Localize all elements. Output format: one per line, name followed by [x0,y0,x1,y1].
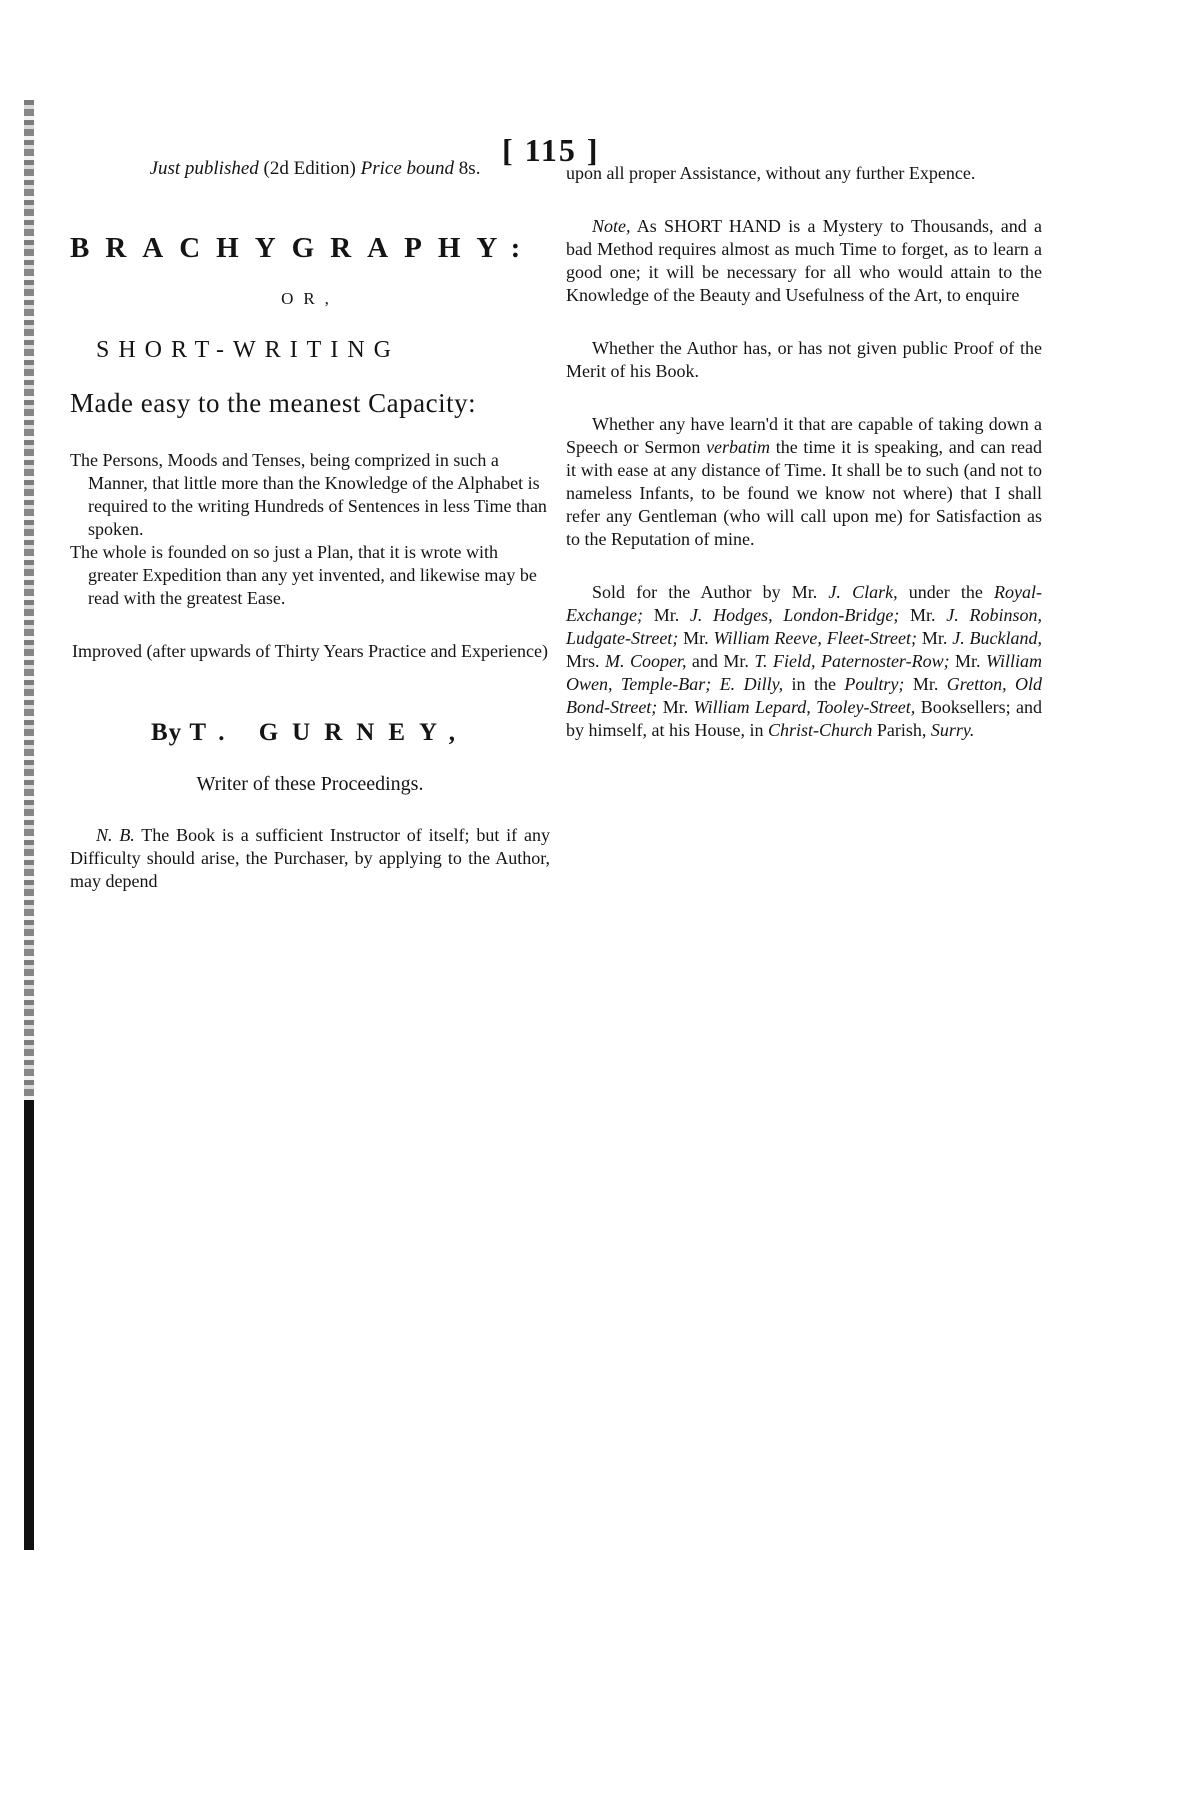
sellers-intro: Sold for the Author by Mr. [592,582,818,602]
notice-price: 8s. [458,158,481,179]
notice-edition: (2d Edition) [263,158,356,179]
page-number: [ 115 ] [502,132,600,168]
description-paragraph: The Persons, Moods and Tenses, being comprized in such a Manner, that little more than the Knowledge of the Alphabet is required to the writing Hundreds of Sentences in less Time than spoken. [70,450,547,539]
binding-edge [14,100,42,1550]
question-paragraph [566,413,1042,551]
seller-name: J. Hodges, London-Bridge; [689,605,900,625]
book-description [70,449,550,610]
sellers-text: Booksellers; and by himself, at his House, in [566,697,1043,740]
seller-name: J. Buckland, [952,628,1043,648]
title-or: OR, [281,289,339,308]
publication-notice [70,158,550,180]
seller-place: Royal-Exchange; [566,582,1043,625]
nb-label: N. B. [96,825,135,845]
question-text: Whether any have learn'd it that are capable of taking down a Speech or Sermon [566,414,1042,457]
note-label: Note, [592,216,631,236]
seller-name: J. Robinson, Ludgate-Street; [566,605,1042,648]
sellers-text: and Mr. [691,651,749,671]
seller-name: William Reeve, Fleet-Street; [713,628,917,648]
question-verbatim: verbatim [706,437,771,457]
author-name: T. GURNEY, [189,719,470,746]
sellers-text: Parish, [876,720,927,740]
notice-price-label: Price bound [360,158,455,179]
book-tagline: Made easy to the meanest Capacity: [70,388,477,418]
seller-place: Poultry; [844,674,905,694]
seller-name: T. Field, Paternoster-Row; [754,651,950,671]
sellers-text: in the [791,674,836,694]
sellers-paragraph [566,581,1042,742]
sellers-text: Mr. [683,628,709,648]
sellers-text: Mr. [662,697,689,717]
sellers-text: under the [908,582,983,602]
seller-name: William Lepard, Tooley-Street, [693,697,916,717]
note-paragraph [566,215,1042,307]
sellers-text: Mr. [912,674,939,694]
description-paragraph: The whole is founded on so just a Plan, that it is wrote with greater Expedition than any yet invented, and likewise may be read with the greatest Ease. [70,542,537,608]
nota-bene [70,824,550,893]
sellers-text: Mr. [921,628,948,648]
author-by: By [150,719,183,746]
seller-place: Christ-Church [767,720,873,740]
author-line [70,719,550,747]
seller-name: J. Clark, [828,582,898,602]
notice-just-published: Just published [149,158,259,179]
author-role: Writer of these Proceedings. [196,773,424,795]
binding-shadow [24,1100,34,1550]
note-text: As SHORT HAND is a Mystery to Thousands, and a bad Method requires almost as much Time to forget, as to learn a good one; it will be necessary for all who would attain to the Knowledge of the Beauty and Usefulness of the Art, to enquire [566,216,1042,305]
continued-text: upon all proper Assistance, without any further Expence. [566,163,976,183]
seller-place: Surry. [930,720,975,740]
book-subtitle: SHORT-WRITING [96,337,400,363]
sellers-text: Mr. [910,605,936,625]
question-paragraph: Whether the Author has, or has not given public Proof of the Merit of his Book. [566,338,1042,381]
sellers-text: Mr. [653,605,680,625]
seller-name: E. Dilly, [719,674,784,694]
right-column [566,162,1042,742]
seller-name: M. Cooper, [604,651,687,671]
seller-name: Gretton, Old Bond-Street; [566,674,1043,717]
nb-text: The Book is a sufficient Instructor of itself; but if any Difficulty should arise, the Purchaser, by applying to the Author, may depend [70,825,550,891]
sellers-text: Mr. [955,651,981,671]
left-column [70,158,550,893]
seller-name: William Owen, Temple-Bar; [566,651,1043,694]
book-title: BRACHYGRAPHY: [70,232,537,264]
improved-note: Improved (after upwards of Thirty Years Practice and Experience) [72,641,548,661]
question-text: the time it is speaking, and can read it with ease at any distance of Time. It shall be to such (and not to nameless Infants, to be found we know not where) that I shall refer any Gentleman (who will call upon me) for Satisfaction as to the Reputation of mine. [566,437,1043,549]
sellers-text: Mrs. [566,651,600,671]
